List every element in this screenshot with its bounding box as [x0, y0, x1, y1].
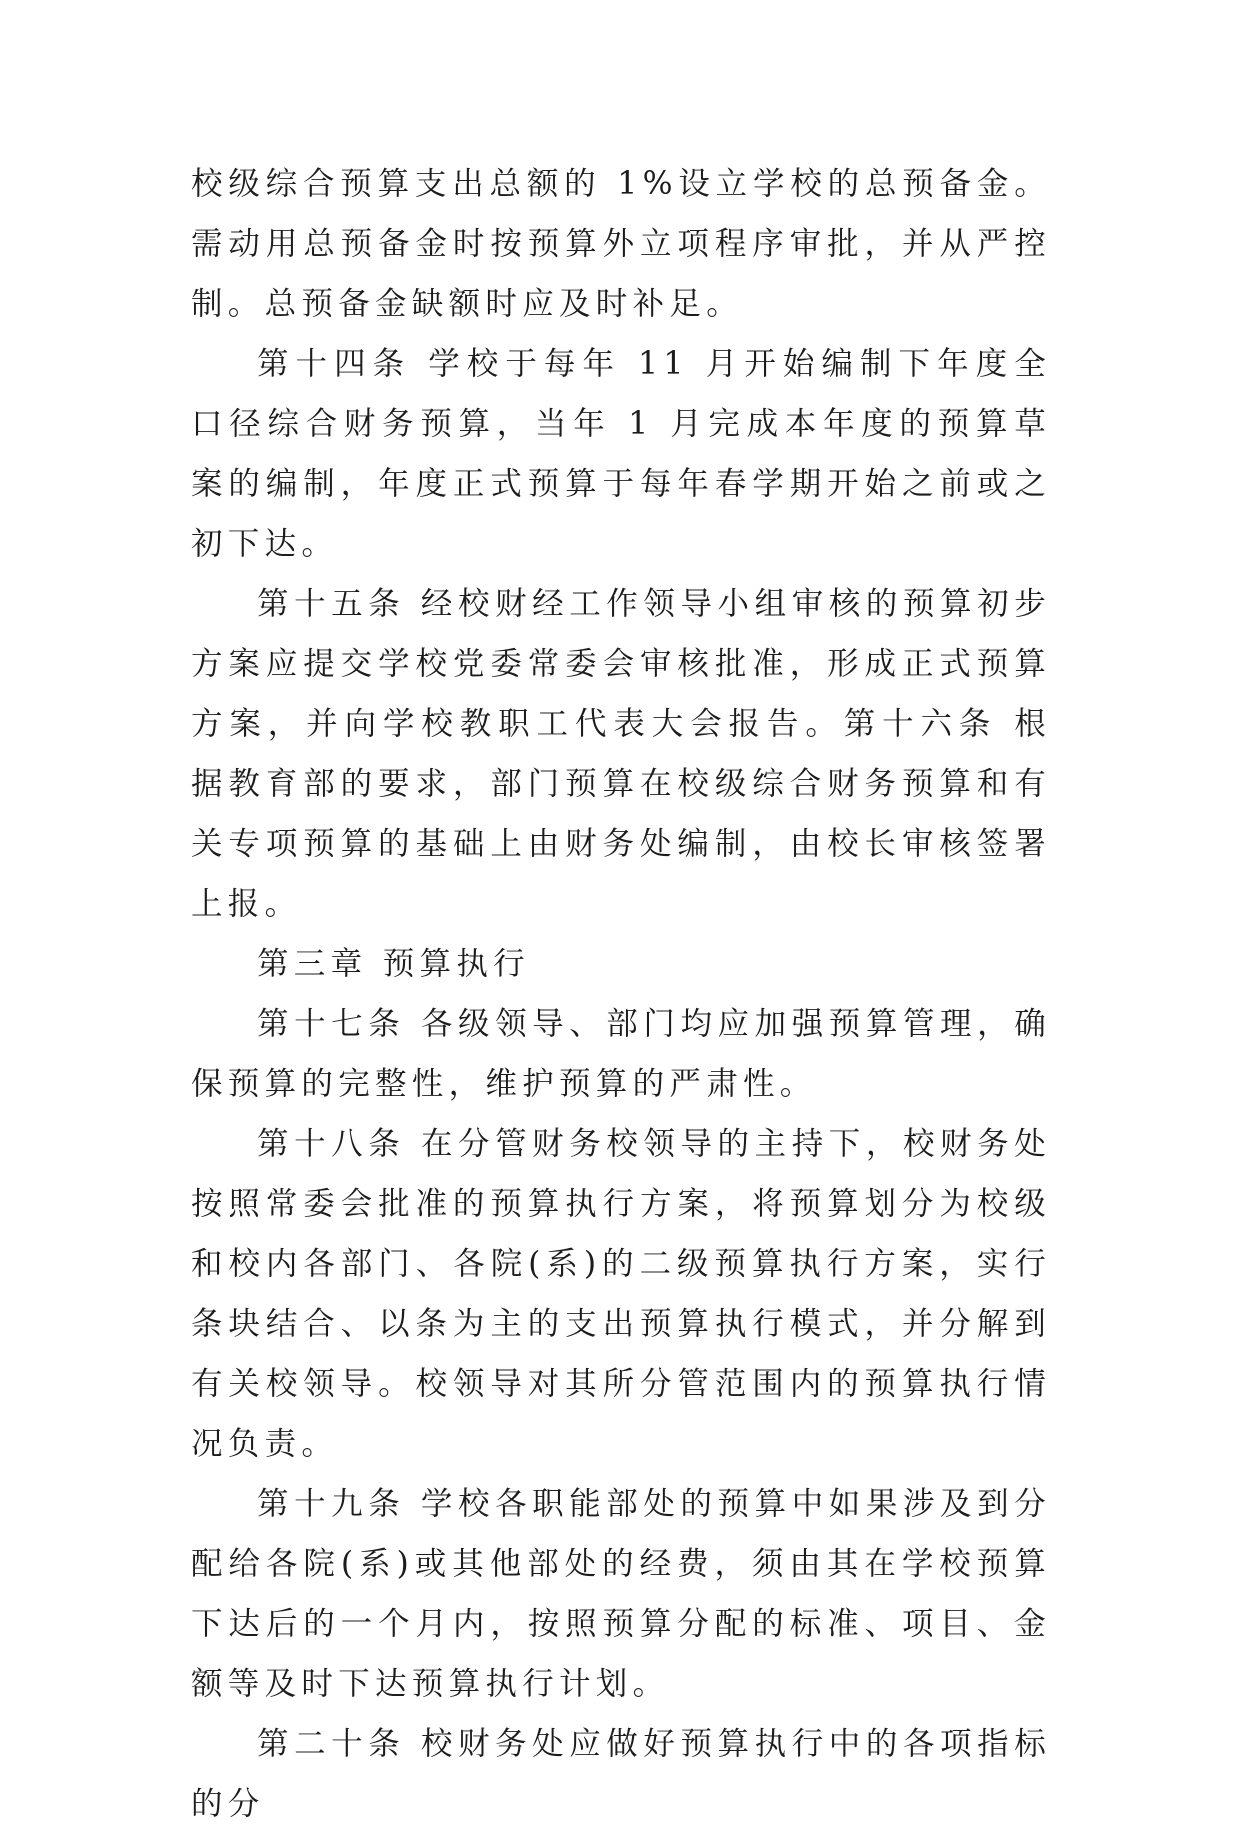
paragraph-article-18: 第十八条 在分管财务校领导的主持下，校财务处按照常委会批准的预算执行方案，将预算划分为校级和校内各部门、各院(系)的二级预算执行方案，实行条块结合、以条为主的支出预算执行模式，并分解到有关校领导。校领导对其所分管范围内的预算执行情况负责。 — [191, 1126, 1051, 1462]
chapter-heading-budget-execution: 第三章 预算执行 — [257, 946, 530, 982]
paragraph-article-17: 第十七条 各级领导、部门均应加强预算管理，确保预算的完整性，维护预算的严肃性。 — [191, 1006, 1051, 1102]
document-body — [191, 154, 1051, 1834]
paragraph-article-15-16: 第十五条 经校财经工作领导小组审核的预算初步方案应提交学校党委常委会审核批准，形成正式预算方案，并向学校教职工代表大会报告。第十六条 根据教育部的要求，部门预算在校级综合财务预算和有关专项预算的基础上由财务处编制，由校长审核签署上报。 — [191, 586, 1051, 922]
paragraph-article-14: 第十四条 学校于每年 11 月开始编制下年度全口径综合财务预算，当年 1 月完成本年度的预算草案的编制，年度正式预算于每年春学期开始之前或之初下达。 — [191, 346, 1051, 562]
paragraph-reserve-fund: 校级综合预算支出总额的 1%设立学校的总预备金。需动用总预备金时按预算外立项程序审批，并从严控制。总预备金缺额时应及时补足。 — [191, 166, 1051, 322]
paragraph-article-20: 第二十条 校财务处应做好预算执行中的各项指标的分 — [191, 1726, 1051, 1822]
paragraph-article-19: 第十九条 学校各职能部处的预算中如果涉及到分配给各院(系)或其他部处的经费，须由其在学校预算下达后的一个月内，按照预算分配的标准、项目、金额等及时下达预算执行计划。 — [191, 1486, 1051, 1702]
